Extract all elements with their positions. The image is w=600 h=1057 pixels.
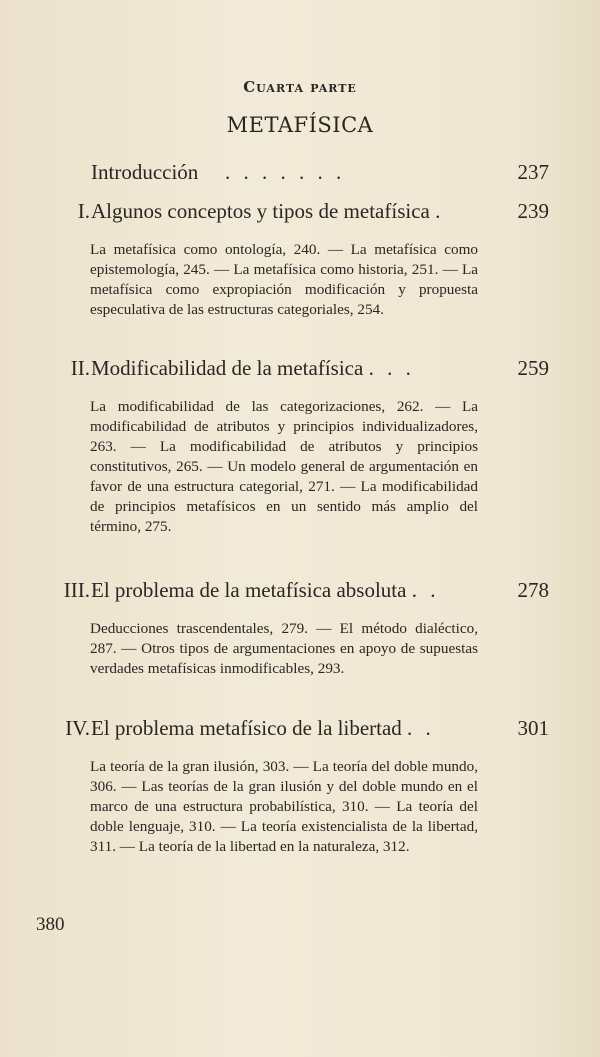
chapter-summary: Deducciones trascendentales, 279. — El método dialéctico, 287. — Otros tipos de argumentaciones en apoyo de supuestas verdades metafísicas inmodificables, 293. [90, 620, 478, 677]
chapter-summary: La modificabilidad de las categorizaciones, 262. — La modificabilidad de atributos y principios individualizadores, 263. — La modificabilidad de atributos y principios constitutivos, 265. — Un modelo general de argumentación en favor de una estructura categorial, 271. — La modificabilidad de principios metafísicos en un sentido más amplio del término, 275. [90, 398, 478, 535]
leader-dots: . . . . . . . [225, 160, 346, 184]
entry-title: El problema de la metafísica absoluta . . [91, 578, 440, 602]
toc-entry-chapter-3 [50, 578, 555, 679]
entry-page-number: 239 [517, 199, 549, 223]
leader-dots: . [435, 199, 445, 223]
entry-title: El problema metafísico de la libertad . . [91, 716, 435, 740]
chapter-number: I. [77, 199, 90, 223]
chapter-number: II. [70, 356, 90, 380]
entry-title: Algunos conceptos y tipos de metafísica . [91, 199, 445, 223]
entry-page-number: 237 [517, 160, 549, 184]
entry-page-number: 301 [517, 716, 549, 740]
chapter-summary: La metafísica como ontología, 240. — La metafísica como epistemología, 245. — La metafísica como historia, 251. — La metafísica como expropiación modificación y propuesta especulativa de las estructuras categoriales, 254. [90, 241, 478, 318]
toc-entry-chapter-1 [50, 199, 555, 320]
chapter-number: III. [63, 578, 90, 602]
toc-entry-chapter-2 [50, 356, 555, 537]
toc-entry-chapter-4 [50, 716, 555, 857]
leader-dots: . . [407, 716, 435, 740]
section-title: METAFÍSICA [226, 113, 374, 137]
page-folio-number: 380 [36, 914, 65, 935]
entry-title: Introducción [91, 160, 199, 184]
entry-page-number: 259 [517, 356, 549, 380]
entry-title: Modificabilidad de la metafísica . . . [91, 356, 415, 380]
part-title: Cuarta parte [243, 78, 357, 96]
leader-dots: . . [411, 578, 440, 602]
chapter-summary: La teoría de la gran ilusión, 303. — La teoría del doble mundo, 306. — Las teorías de la gran ilusión y del doble mundo en el marco de una estructura probabilística, 310. — La teoría del doble lenguaje, 310. — La teoría existencialista de la libertad, 311. — La teoría de la libertad en la naturaleza, 312. [90, 758, 478, 855]
entry-page-number: 278 [517, 578, 549, 602]
leader-dots: . . . [368, 356, 415, 380]
toc-entry-introduction [50, 160, 555, 190]
chapter-number: IV. [65, 716, 90, 740]
